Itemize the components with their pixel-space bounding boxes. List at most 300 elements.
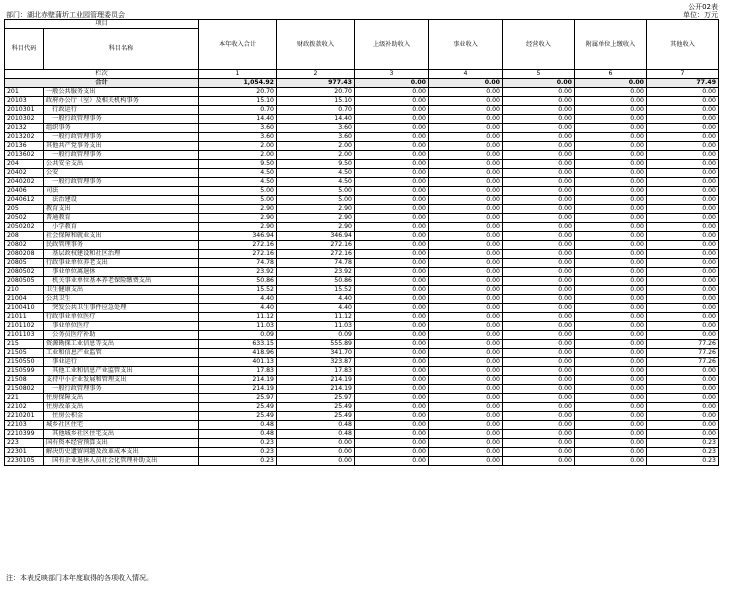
amount-cell: 0.00 xyxy=(575,250,647,259)
subject-name: 基层政权建设和社区治理 xyxy=(44,250,199,259)
subject-code: 20406 xyxy=(5,187,44,196)
amount-cell: 0.00 xyxy=(503,385,575,394)
subject-code: 20402 xyxy=(5,169,44,178)
total-label: 合计 xyxy=(5,79,199,88)
amount-cell: 0.00 xyxy=(503,88,575,97)
table-row xyxy=(5,430,719,439)
amount-cell: 0.00 xyxy=(355,322,429,331)
amount-cell: 0.70 xyxy=(199,106,277,115)
subject-name: 公共安全支出 xyxy=(44,160,199,169)
footnote: 注：本表反映部门本年度取得的各项收入情况。 xyxy=(6,574,153,582)
table-row xyxy=(5,97,719,106)
amount-cell: 11.12 xyxy=(277,313,355,322)
amount-cell: 0.00 xyxy=(647,304,719,313)
amount-cell: 0.00 xyxy=(355,241,429,250)
subject-code: 2230105 xyxy=(5,457,44,466)
amount-cell: 0.00 xyxy=(277,448,355,457)
amount-cell: 0.00 xyxy=(503,250,575,259)
amount-cell: 0.00 xyxy=(355,259,429,268)
amount-cell: 2.90 xyxy=(199,214,277,223)
subject-name: 普通教育 xyxy=(44,214,199,223)
amount-cell: 214.19 xyxy=(277,385,355,394)
amount-cell: 0.00 xyxy=(355,412,429,421)
amount-cell: 0.00 xyxy=(647,169,719,178)
amount-cell: 0.00 xyxy=(575,439,647,448)
amount-cell: 0.00 xyxy=(647,331,719,340)
table-row xyxy=(5,349,719,358)
subject-name: 国有企业退休人员社会化管理补助支出 xyxy=(44,457,199,466)
subject-code: 2150599 xyxy=(5,367,44,376)
index-cell: 5 xyxy=(503,70,575,79)
amount-cell: 0.00 xyxy=(355,457,429,466)
amount-cell: 0.09 xyxy=(199,331,277,340)
amount-cell: 2.00 xyxy=(277,151,355,160)
amount-cell: 0.00 xyxy=(647,367,719,376)
amount-cell: 0.00 xyxy=(503,124,575,133)
subject-name: 工业和信息产业监管 xyxy=(44,349,199,358)
amount-cell: 0.00 xyxy=(647,259,719,268)
amount-cell: 0.00 xyxy=(429,313,503,322)
amount-cell: 0.00 xyxy=(429,115,503,124)
amount-cell: 0.00 xyxy=(575,223,647,232)
amount-cell: 0.00 xyxy=(355,349,429,358)
amount-cell: 0.00 xyxy=(429,457,503,466)
subject-name: 卫生健康支出 xyxy=(44,286,199,295)
amount-cell: 0.00 xyxy=(429,331,503,340)
amount-cell: 0.00 xyxy=(503,142,575,151)
amount-cell: 0.00 xyxy=(503,115,575,124)
amount-cell: 0.00 xyxy=(503,358,575,367)
amount-cell: 0.00 xyxy=(277,439,355,448)
subject-code: 2080208 xyxy=(5,250,44,259)
amount-cell: 0.00 xyxy=(647,196,719,205)
amount-cell: 4.40 xyxy=(199,304,277,313)
table-row xyxy=(5,133,719,142)
amount-cell: 0.00 xyxy=(429,250,503,259)
subject-code: 20103 xyxy=(5,97,44,106)
amount-cell: 0.00 xyxy=(575,403,647,412)
amount-cell: 3.60 xyxy=(277,133,355,142)
table-row xyxy=(5,394,719,403)
amount-cell: 346.94 xyxy=(277,232,355,241)
amount-cell: 272.16 xyxy=(199,250,277,259)
amount-cell: 0.00 xyxy=(647,124,719,133)
amount-cell: 17.83 xyxy=(199,367,277,376)
amount-cell: 0.00 xyxy=(647,88,719,97)
amount-cell: 0.00 xyxy=(503,178,575,187)
amount-cell: 0.00 xyxy=(429,439,503,448)
amount-cell: 25.49 xyxy=(277,403,355,412)
amount-cell: 214.19 xyxy=(199,385,277,394)
amount-cell: 0.00 xyxy=(429,223,503,232)
project-header: 项目 xyxy=(5,20,199,29)
amount-cell: 0.00 xyxy=(575,448,647,457)
amount-cell: 2.90 xyxy=(277,214,355,223)
amount-cell: 0.00 xyxy=(429,241,503,250)
amount-cell: 272.16 xyxy=(277,250,355,259)
table-row xyxy=(5,259,719,268)
amount-cell: 0.00 xyxy=(429,151,503,160)
amount-cell: 0.00 xyxy=(575,358,647,367)
amount-cell: 341.70 xyxy=(277,349,355,358)
table-row xyxy=(5,106,719,115)
subject-code: 20502 xyxy=(5,214,44,223)
amount-cell: 0.70 xyxy=(277,106,355,115)
subject-code: 2010301 xyxy=(5,106,44,115)
table-row xyxy=(5,448,719,457)
amount-cell: 0.00 xyxy=(575,457,647,466)
amount-cell: 0.00 xyxy=(575,196,647,205)
amount-cell: 0.00 xyxy=(355,376,429,385)
department-label: 部门：湖北赤壁蒲圻工业园管理委员会 xyxy=(6,11,125,19)
subject-name: 城乡社区住宅 xyxy=(44,421,199,430)
amount-cell: 0.00 xyxy=(355,178,429,187)
amount-cell: 272.16 xyxy=(199,241,277,250)
amount-cell: 0.00 xyxy=(647,205,719,214)
subject-name: 一般公共服务支出 xyxy=(44,88,199,97)
amount-cell: 20.70 xyxy=(277,88,355,97)
amount-cell: 555.89 xyxy=(277,340,355,349)
table-row xyxy=(5,367,719,376)
amount-cell: 0.00 xyxy=(575,187,647,196)
amount-cell: 0.00 xyxy=(575,268,647,277)
amount-cell: 0.00 xyxy=(429,277,503,286)
subject-name: 政府办公厅（室）及相关机构事务 xyxy=(44,97,199,106)
amount-cell: 0.00 xyxy=(429,196,503,205)
subject-code: 2040202 xyxy=(5,178,44,187)
amount-cell: 0.23 xyxy=(647,457,719,466)
amount-cell: 0.00 xyxy=(355,187,429,196)
subject-name: 一般行政管理事务 xyxy=(44,115,199,124)
amount-cell: 0.00 xyxy=(429,106,503,115)
subject-name: 社会保障和就业支出 xyxy=(44,232,199,241)
amount-cell: 0.00 xyxy=(429,142,503,151)
table-row xyxy=(5,304,719,313)
amount-cell: 0.00 xyxy=(355,430,429,439)
subject-code: 22102 xyxy=(5,403,44,412)
subject-code: 2080502 xyxy=(5,268,44,277)
amount-cell: 0.00 xyxy=(429,403,503,412)
amount-cell: 0.00 xyxy=(575,340,647,349)
amount-cell: 0.23 xyxy=(199,439,277,448)
subject-code: 21004 xyxy=(5,295,44,304)
amount-cell: 0.00 xyxy=(647,178,719,187)
amount-cell: 0.00 xyxy=(429,448,503,457)
amount-cell: 0.00 xyxy=(355,277,429,286)
table-row xyxy=(5,376,719,385)
amount-cell: 0.00 xyxy=(503,268,575,277)
table-row xyxy=(5,124,719,133)
amount-cell: 0.00 xyxy=(503,205,575,214)
subject-code: 2101103 xyxy=(5,331,44,340)
amount-cell: 0.00 xyxy=(575,421,647,430)
amount-cell: 0.00 xyxy=(429,97,503,106)
subject-code: 21505 xyxy=(5,349,44,358)
amount-cell: 0.00 xyxy=(575,412,647,421)
amount-cell: 0.00 xyxy=(429,322,503,331)
amount-cell: 0.00 xyxy=(575,295,647,304)
table-row xyxy=(5,232,719,241)
amount-cell: 0.00 xyxy=(503,376,575,385)
table-row xyxy=(5,439,719,448)
amount-cell: 14.40 xyxy=(199,115,277,124)
amount-cell: 5.00 xyxy=(199,196,277,205)
amount-cell: 0.00 xyxy=(575,241,647,250)
amount-cell: 0.00 xyxy=(503,349,575,358)
subject-code: 22103 xyxy=(5,421,44,430)
amount-cell: 0.00 xyxy=(647,223,719,232)
subject-name: 其他工业和信息产业监管支出 xyxy=(44,367,199,376)
subject-name: 事业运行 xyxy=(44,358,199,367)
amount-cell: 0.00 xyxy=(503,313,575,322)
amount-cell: 0.00 xyxy=(429,88,503,97)
table-row xyxy=(5,178,719,187)
amount-cell: 0.00 xyxy=(355,232,429,241)
other-income-header: 其他收入 xyxy=(647,20,719,70)
amount-cell: 15.52 xyxy=(277,286,355,295)
subject-name: 行政事业单位医疗 xyxy=(44,313,199,322)
amount-cell: 0.00 xyxy=(575,313,647,322)
unit-label: 单位：万元 xyxy=(683,11,718,19)
amount-cell: 3.60 xyxy=(199,124,277,133)
amount-cell: 0.00 xyxy=(503,259,575,268)
amount-cell: 0.00 xyxy=(575,214,647,223)
subject-name: 小学教育 xyxy=(44,223,199,232)
amount-cell: 25.97 xyxy=(277,394,355,403)
amount-cell: 23.92 xyxy=(199,268,277,277)
amount-cell: 0.00 xyxy=(429,421,503,430)
table-row xyxy=(5,250,719,259)
amount-cell: 0.48 xyxy=(199,421,277,430)
amount-cell: 0.00 xyxy=(429,367,503,376)
amount-cell: 14.40 xyxy=(277,115,355,124)
amount-cell: 0.00 xyxy=(429,385,503,394)
index-cell: 3 xyxy=(355,70,429,79)
amount-cell: 0.48 xyxy=(277,430,355,439)
amount-cell: 0.00 xyxy=(647,151,719,160)
name-header: 科目名称 xyxy=(44,29,199,70)
amount-cell: 0.00 xyxy=(355,295,429,304)
amount-cell: 0.00 xyxy=(503,232,575,241)
subject-code: 2080505 xyxy=(5,277,44,286)
amount-cell: 9.50 xyxy=(277,160,355,169)
table-row xyxy=(5,457,719,466)
subject-code: 2210399 xyxy=(5,430,44,439)
amount-cell: 0.00 xyxy=(575,115,647,124)
amount-cell: 0.00 xyxy=(355,160,429,169)
amount-cell: 0.00 xyxy=(429,160,503,169)
amount-cell: 0.00 xyxy=(503,304,575,313)
amount-cell: 0.00 xyxy=(355,214,429,223)
subject-name: 资源勘探工业信息等支出 xyxy=(44,340,199,349)
amount-cell: 2.90 xyxy=(277,205,355,214)
amount-cell: 0.00 xyxy=(355,448,429,457)
form-number: 公开02表 xyxy=(688,3,718,11)
subject-name: 公安 xyxy=(44,169,199,178)
amount-cell: 0.48 xyxy=(277,421,355,430)
table-row xyxy=(5,286,719,295)
amount-cell: 0.00 xyxy=(647,187,719,196)
amount-cell: 0.00 xyxy=(355,331,429,340)
amount-cell: 0.00 xyxy=(503,394,575,403)
amount-cell: 0.00 xyxy=(575,304,647,313)
amount-cell: 5.00 xyxy=(277,187,355,196)
amount-cell: 0.00 xyxy=(503,340,575,349)
amount-cell: 77.26 xyxy=(647,349,719,358)
amount-cell: 0.00 xyxy=(355,88,429,97)
amount-cell: 9.50 xyxy=(199,160,277,169)
amount-cell: 0.00 xyxy=(355,151,429,160)
amount-cell: 0.00 xyxy=(575,349,647,358)
amount-cell: 0.00 xyxy=(647,430,719,439)
amount-cell: 2.00 xyxy=(199,142,277,151)
total-value: 1,054.92 xyxy=(199,79,277,88)
subject-name: 住房改革支出 xyxy=(44,403,199,412)
amount-cell: 0.00 xyxy=(647,403,719,412)
amount-cell: 0.00 xyxy=(647,268,719,277)
amount-cell: 0.00 xyxy=(647,394,719,403)
table-row xyxy=(5,268,719,277)
amount-cell: 0.00 xyxy=(575,385,647,394)
subject-code: 204 xyxy=(5,160,44,169)
subject-code: 2040612 xyxy=(5,196,44,205)
amount-cell: 0.00 xyxy=(503,412,575,421)
amount-cell: 214.19 xyxy=(277,376,355,385)
total-value: 0.00 xyxy=(575,79,647,88)
amount-cell: 0.00 xyxy=(575,178,647,187)
business-income-header: 事业收入 xyxy=(429,20,503,70)
subject-code: 22301 xyxy=(5,448,44,457)
table-row xyxy=(5,223,719,232)
amount-cell: 0.00 xyxy=(429,304,503,313)
amount-cell: 0.00 xyxy=(355,223,429,232)
table-row xyxy=(5,385,719,394)
amount-cell: 0.00 xyxy=(355,286,429,295)
subject-name: 支持中小企业发展和管理支出 xyxy=(44,376,199,385)
amount-cell: 0.00 xyxy=(575,151,647,160)
subject-code: 21508 xyxy=(5,376,44,385)
amount-cell: 15.10 xyxy=(199,97,277,106)
total-value: 0.00 xyxy=(429,79,503,88)
subject-name: 事业单位离退休 xyxy=(44,268,199,277)
amount-cell: 0.00 xyxy=(647,160,719,169)
amount-cell: 0.00 xyxy=(429,124,503,133)
table-row xyxy=(5,187,719,196)
amount-cell: 0.00 xyxy=(355,169,429,178)
amount-cell: 0.00 xyxy=(503,106,575,115)
table-row xyxy=(5,214,719,223)
amount-cell: 0.00 xyxy=(429,394,503,403)
table-row xyxy=(5,169,719,178)
subsidy-income-header: 上级补助收入 xyxy=(355,20,429,70)
amount-cell: 0.00 xyxy=(575,232,647,241)
amount-cell: 0.00 xyxy=(355,340,429,349)
amount-cell: 15.10 xyxy=(277,97,355,106)
total-value: 977.43 xyxy=(277,79,355,88)
amount-cell: 0.00 xyxy=(647,214,719,223)
amount-cell: 0.00 xyxy=(429,295,503,304)
subject-name: 教育支出 xyxy=(44,205,199,214)
subject-name: 突发公共卫生事件应急处理 xyxy=(44,304,199,313)
amount-cell: 11.12 xyxy=(199,313,277,322)
operation-income-header: 经营收入 xyxy=(503,20,575,70)
amount-cell: 0.23 xyxy=(199,457,277,466)
amount-cell: 11.03 xyxy=(199,322,277,331)
amount-cell: 0.00 xyxy=(647,295,719,304)
amount-cell: 2.90 xyxy=(277,223,355,232)
amount-cell: 0.00 xyxy=(503,322,575,331)
amount-cell: 0.00 xyxy=(429,430,503,439)
amount-cell: 0.00 xyxy=(575,286,647,295)
amount-cell: 0.00 xyxy=(503,241,575,250)
amount-cell: 2.00 xyxy=(199,151,277,160)
amount-cell: 20.70 xyxy=(199,88,277,97)
amount-cell: 0.00 xyxy=(575,160,647,169)
amount-cell: 346.94 xyxy=(199,232,277,241)
subject-code: 2100410 xyxy=(5,304,44,313)
amount-cell: 0.00 xyxy=(429,169,503,178)
subject-name: 司法 xyxy=(44,187,199,196)
table-row xyxy=(5,241,719,250)
amount-cell: 0.00 xyxy=(429,187,503,196)
amount-cell: 0.00 xyxy=(355,205,429,214)
subject-code: 210 xyxy=(5,286,44,295)
amount-cell: 272.16 xyxy=(277,241,355,250)
amount-cell: 0.00 xyxy=(575,394,647,403)
amount-cell: 0.00 xyxy=(575,259,647,268)
subject-name: 其他共产党事务支出 xyxy=(44,142,199,151)
subject-name: 行政事业单位养老支出 xyxy=(44,259,199,268)
subject-code: 2210201 xyxy=(5,412,44,421)
amount-cell: 0.00 xyxy=(277,457,355,466)
amount-cell: 50.86 xyxy=(277,277,355,286)
amount-cell: 0.00 xyxy=(355,421,429,430)
table-row xyxy=(5,205,719,214)
amount-cell: 0.00 xyxy=(355,394,429,403)
amount-cell: 633.15 xyxy=(199,340,277,349)
amount-cell: 0.00 xyxy=(575,97,647,106)
amount-cell: 0.00 xyxy=(503,439,575,448)
affiliate-income-header: 附属单位上缴收入 xyxy=(575,20,647,70)
subject-name: 公务员医疗补助 xyxy=(44,331,199,340)
amount-cell: 23.92 xyxy=(277,268,355,277)
amount-cell: 0.00 xyxy=(503,421,575,430)
amount-cell: 0.00 xyxy=(429,178,503,187)
amount-cell: 0.23 xyxy=(647,439,719,448)
amount-cell: 0.00 xyxy=(575,142,647,151)
amount-cell: 0.00 xyxy=(429,205,503,214)
amount-cell: 0.00 xyxy=(575,376,647,385)
amount-cell: 77.26 xyxy=(647,358,719,367)
amount-cell: 0.00 xyxy=(503,286,575,295)
amount-cell: 25.49 xyxy=(277,412,355,421)
amount-cell: 0.00 xyxy=(503,196,575,205)
amount-cell: 0.00 xyxy=(647,385,719,394)
amount-cell: 0.00 xyxy=(647,115,719,124)
subject-name: 行政运行 xyxy=(44,106,199,115)
subject-name: 解决历史遗留问题及改革成本支出 xyxy=(44,448,199,457)
amount-cell: 0.00 xyxy=(647,133,719,142)
amount-cell: 0.00 xyxy=(647,232,719,241)
amount-cell: 0.00 xyxy=(355,367,429,376)
subject-code: 21011 xyxy=(5,313,44,322)
table-row xyxy=(5,331,719,340)
index-cell: 1 xyxy=(199,70,277,79)
amount-cell: 0.00 xyxy=(429,358,503,367)
amount-cell: 4.40 xyxy=(277,304,355,313)
amount-cell: 3.60 xyxy=(199,133,277,142)
amount-cell: 0.00 xyxy=(503,295,575,304)
